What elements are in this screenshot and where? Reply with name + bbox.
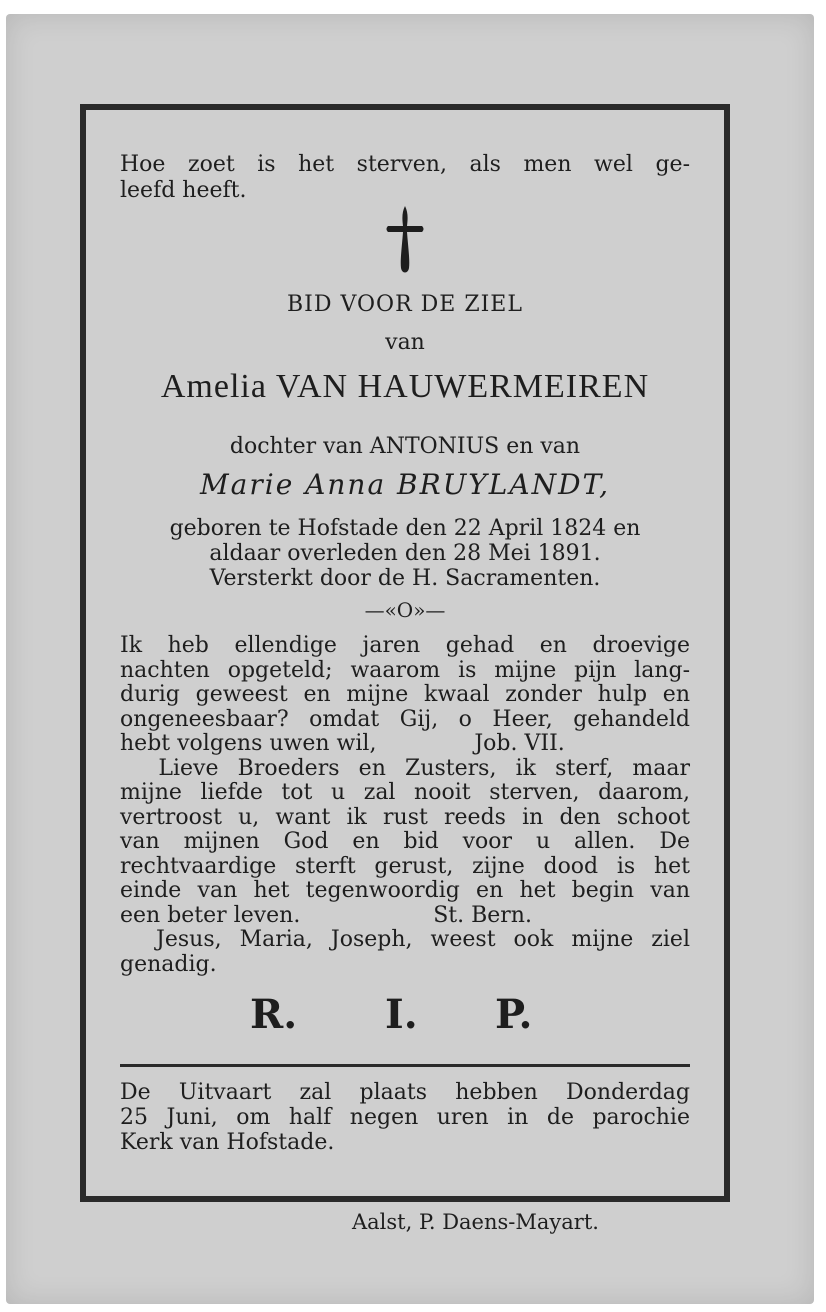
body-line: einde van het tegenwoordig en het begin van	[120, 878, 690, 903]
body-line: rechtvaardige sterft gerust, zijne dood is het	[120, 853, 690, 879]
epigraph-line-1: Hoe zoet is het sterven, als men wel ge-	[120, 152, 690, 177]
body-line: vertroost u, want ik rust reeds in den schoot	[120, 804, 690, 830]
prayer-heading: BID VOOR DE ZIEL	[287, 292, 523, 317]
rip-r: R.	[250, 991, 298, 1038]
body-line: mijne liefde tot u zal nooit sterven, daarom,	[120, 780, 690, 805]
body-line: hebt volgens uwen wil, Job. VII.	[120, 731, 565, 756]
body-line: Ik heb ellendige jaren gehad en droevige	[120, 633, 690, 658]
birth-line: geboren te Hofstade den 22 April 1824 en	[169, 516, 641, 541]
mother-name: Marie Anna BRUYLANDT,	[199, 468, 611, 501]
body-line: van mijnen God en bid voor u allen. De	[120, 829, 690, 854]
of-line: van	[385, 330, 425, 355]
body-line: durig geweest en mijne kwaal zonder hulp en	[120, 682, 690, 707]
printer-credit: Aalst, P. Daens-Mayart.	[352, 1210, 599, 1234]
funeral-line-3: Kerk van Hofstade.	[120, 1130, 335, 1155]
funeral-line-2: 25 Juni, om half negen uren in de parochie	[120, 1105, 690, 1130]
body-line: Jesus, Maria, Joseph, weest ook mijne ziel	[120, 927, 690, 952]
epigraph-line-2: leefd heeft.	[120, 178, 247, 203]
body-line: genadig.	[120, 951, 217, 977]
rip-i: I.	[385, 991, 418, 1038]
body-line: nachten opgeteld; waarom is mijne pijn lang-	[120, 657, 690, 683]
cross-icon	[384, 204, 426, 276]
parents-line: dochter van ANTONIUS en van	[229, 434, 581, 459]
ornamental-divider: —«O»—	[364, 598, 446, 622]
body-line: een beter leven. St. Bern.	[120, 902, 532, 928]
sacraments-line: Versterkt door de H. Sacramenten.	[209, 566, 601, 591]
rip-p: P.	[495, 991, 533, 1038]
funeral-line-1: De Uitvaart zal plaats hebben Donderdag	[120, 1080, 690, 1105]
body-line: Lieve Broeders en Zusters, ik sterf, maar	[120, 755, 690, 781]
horizontal-rule	[120, 1064, 690, 1067]
death-line: aldaar overleden den 28 Mei 1891.	[209, 541, 601, 566]
deceased-name: Amelia VAN HAUWERMEIREN	[160, 368, 650, 405]
scripture-text	[120, 634, 690, 977]
body-line: ongeneesbaar? omdat Gij, o Heer, gehandeld	[120, 706, 690, 732]
